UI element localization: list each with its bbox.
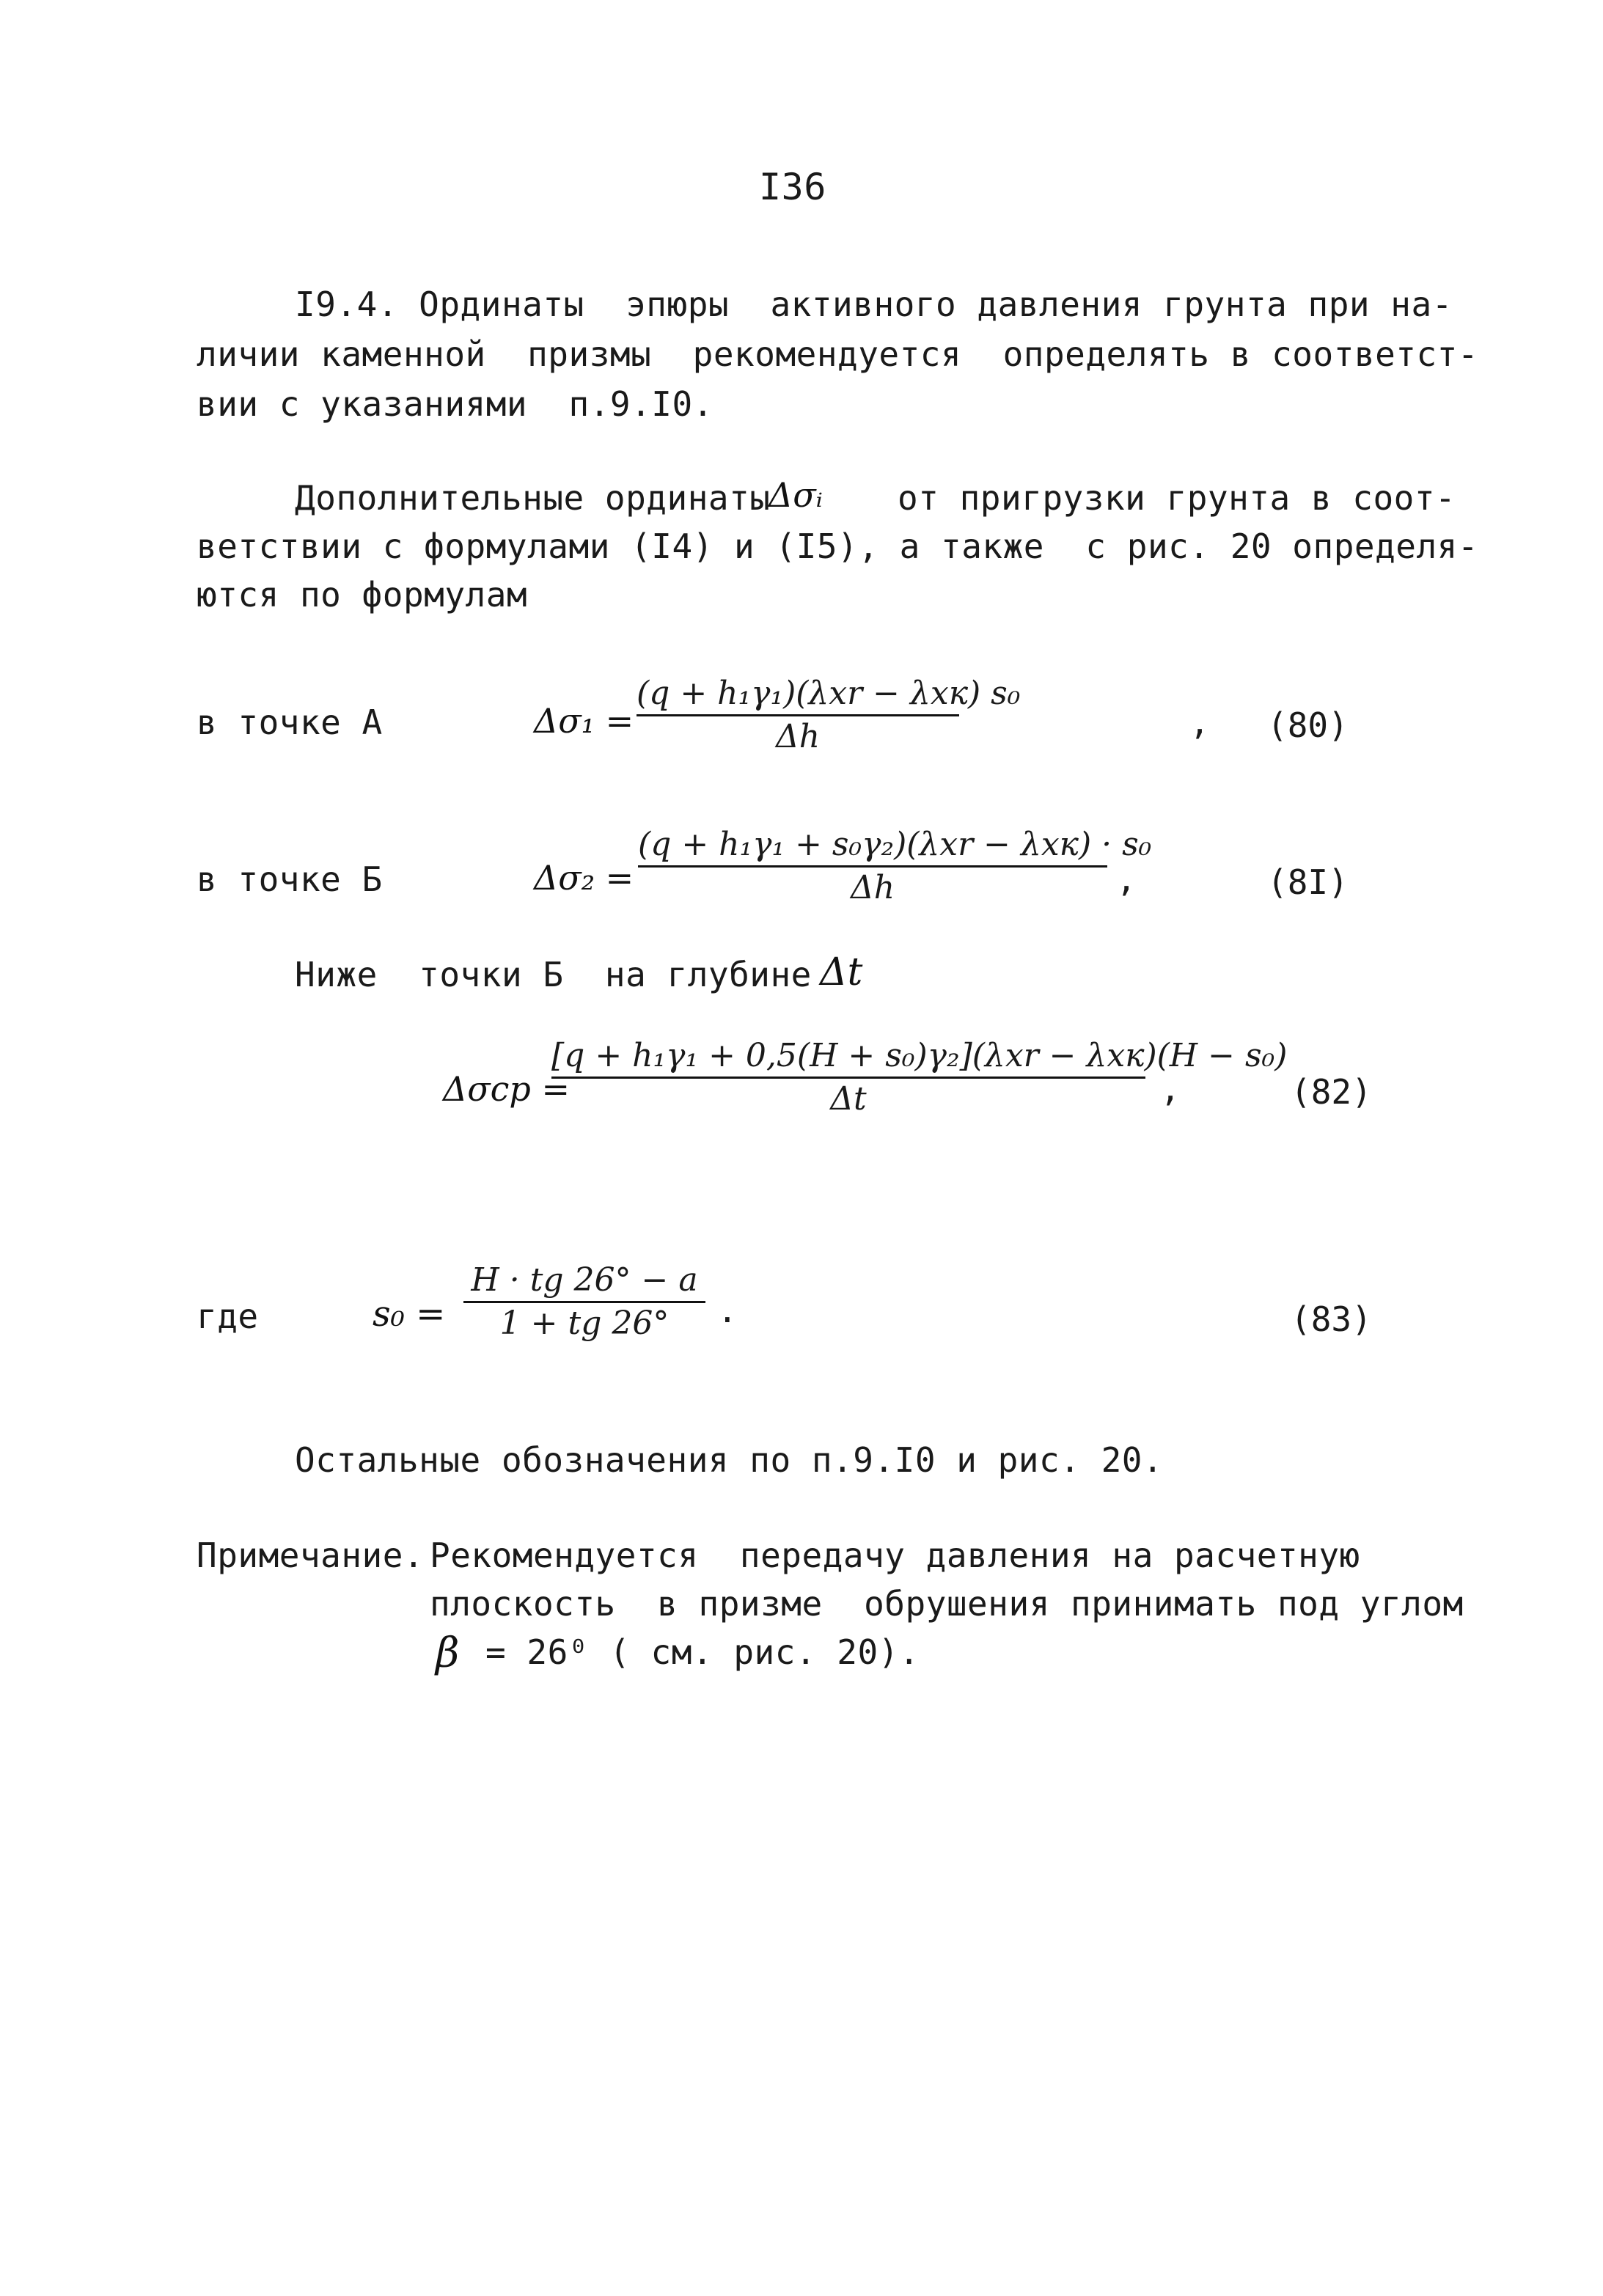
note-line-1: Рекомендуется передачу давления на расчетную: [430, 1536, 1360, 1575]
note-line-3: = 26⁰ ( см. рис. 20).: [485, 1632, 920, 1672]
eq80-fraction-bar: [637, 714, 959, 716]
eq80-number: (80): [1267, 705, 1349, 745]
eq80-punct: ,: [1189, 703, 1211, 742]
delta-sigma-i-symbol: Δσᵢ: [769, 475, 823, 515]
para-19-4-line-1: I9.4. Ординаты эпюры активного давления грунта при на-: [295, 285, 1453, 324]
para-additional-line-3: ются по формулам: [197, 575, 528, 615]
para-19-4-line-3: вии с указаниями п.9.I0.: [197, 384, 714, 424]
eq81-label: в точке Б: [197, 859, 383, 899]
eq80-numerator: (q + h₁γ₁)(λxr − λxк) s₀: [637, 675, 1021, 712]
eq83-fraction: [463, 1263, 705, 1342]
eq82-lhs: Δσcp =: [443, 1069, 570, 1109]
para-19-4-line-2: личии каменной призмы рекомендуется определять в соответст-: [197, 334, 1479, 374]
page-number: I36: [759, 166, 826, 208]
eq82-fraction: [551, 1037, 1288, 1118]
eq83-number: (83): [1291, 1299, 1372, 1339]
eq82-fraction-bar: [551, 1077, 1145, 1079]
eq80-fraction: [637, 675, 1021, 756]
eq81-punct: ,: [1116, 859, 1137, 899]
eq81-numerator: (q + h₁γ₁ + s₀γ₂)(λxr − λxк) · s₀: [638, 826, 1152, 863]
rest-notation-text: Остальные обозначения по п.9.I0 и рис. 20.: [295, 1440, 1164, 1480]
eq80-denominator: Δh: [775, 718, 821, 756]
eq81-denominator: Δh: [850, 869, 895, 907]
eq83-numerator: H · tg 26° − a: [471, 1261, 698, 1299]
para-additional-line-1-end: от пригрузки грунта в соот-: [898, 478, 1456, 518]
note-line-2: плоскость в призме обрушения принимать под углом: [430, 1584, 1464, 1624]
eq82-numerator: [q + h₁γ₁ + 0,5(H + s₀)γ₂](λxr − λxк)(H − s₀): [551, 1037, 1288, 1074]
eq82-punct: ,: [1160, 1069, 1181, 1109]
eq80-label: в точке А: [197, 703, 383, 742]
below-point-b-text: Ниже точки Б на глубине: [295, 955, 812, 994]
eq83-lhs: s₀ =: [373, 1294, 446, 1335]
eq83-denominator: 1 + tg 26°: [499, 1305, 670, 1343]
para-additional-line-1-start: Дополнительные ординаты: [295, 478, 771, 518]
eq82-number: (82): [1291, 1072, 1372, 1112]
beta-symbol: β: [436, 1629, 460, 1677]
delta-t-symbol: Δt: [820, 950, 863, 994]
eq81-lhs: Δσ₂ =: [534, 858, 634, 898]
eq82-denominator: Δt: [830, 1080, 867, 1118]
eq83-punct: .: [717, 1291, 738, 1330]
eq80-lhs: Δσ₁ =: [534, 701, 634, 741]
note-label: Примечание.: [197, 1536, 425, 1575]
eq81-number: (8I): [1267, 862, 1349, 902]
eq83-label: где: [197, 1296, 259, 1336]
para-additional-line-2: ветствии с формулами (I4) и (I5), а также с рис. 20 определя-: [197, 527, 1479, 566]
eq81-fraction-bar: [638, 865, 1107, 868]
eq83-fraction-bar: [463, 1301, 705, 1303]
eq81-fraction: [638, 826, 1152, 907]
